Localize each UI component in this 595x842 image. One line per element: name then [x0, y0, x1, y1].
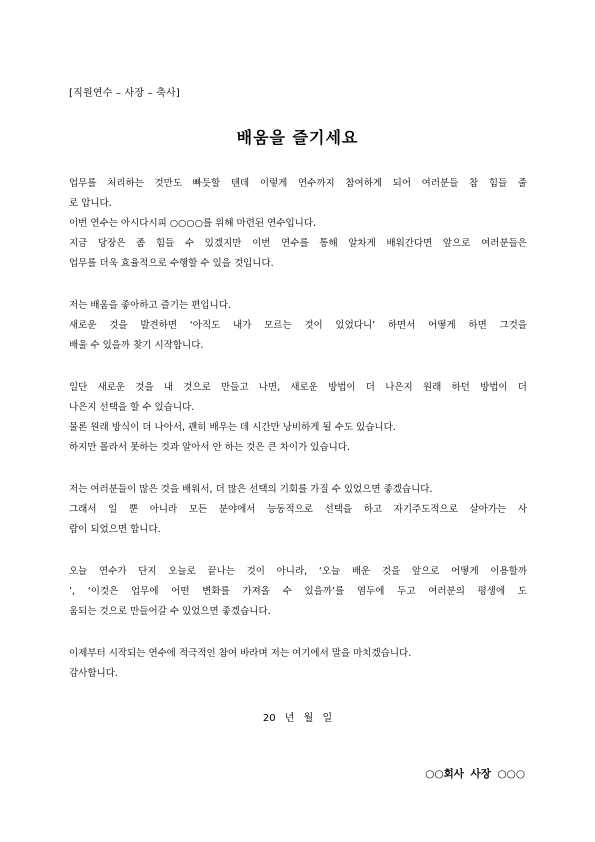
date-line: 20 년 월 일 [262, 713, 333, 724]
paragraph-line: ’, ‘이것은 업무에 어떤 변화를 가져올 수 있을까’를 염두에 두고 여러분의 평생에 도 [69, 586, 527, 597]
paragraph-line: 이제부터 시작되는 연수에 적극적인 참여 바라며 저는 여기에서 말을 마치겠습니다. [69, 648, 412, 659]
paragraph-line: 하지만 몰라서 못하는 것과 알아서 안 하는 것은 큰 차이가 있습니다. [69, 442, 350, 453]
paragraph-line: 지금 당장은 좀 힘들 수 있겠지만 이번 연수를 통해 알차게 배워간다면 앞으로 여러분들은 [69, 238, 527, 249]
paragraph-line: 새로운 것을 발견하면 ‘아직도 내가 모르는 것이 있었다니’ 하면서 어떻게 하면 그것을 [69, 320, 527, 331]
page-title: 배움을 즐기세요 [236, 128, 359, 147]
paragraph [69, 480, 527, 540]
paragraph [69, 174, 527, 274]
paragraph-line: 배울 수 있을까 찾기 시작합니다. [69, 340, 204, 351]
paragraph-line: 저는 여러분들이 많은 것을 배워서, 더 많은 선택의 기회를 가질 수 있었으면 좋겠습니다. [69, 484, 433, 495]
paragraph [69, 378, 527, 458]
signature: ○○회사 사장 ○○○ [425, 768, 525, 780]
paragraph-line: 나은지 선택을 할 수 있습니다. [69, 402, 195, 413]
paragraph [69, 296, 527, 356]
paragraph-line: 그래서 일 뿐 아니라 모든 분야에서 능동적으로 선택을 하고 자기주도적으로 살아가는 사 [69, 504, 527, 515]
paragraph-line: 업무를 더욱 효율적으로 수행할 수 있을 것입니다. [69, 258, 274, 269]
paragraph [69, 644, 527, 684]
paragraph-line: 저는 배움을 좋아하고 즐기는 편입니다. [69, 300, 231, 311]
paragraph-line: 물론 원래 방식이 더 나아서, 괜히 배우는 데 시간만 낭비하게 될 수도 있습니다. [69, 422, 396, 433]
paragraph-line: 움되는 것으로 만들어갈 수 있었으면 좋겠습니다. [69, 606, 271, 617]
paragraph-line: 업무를 처리하는 것만도 빠듯할 텐데 이렇게 연수까지 참여하게 되어 여러분들 참 힘들 줄 [69, 178, 527, 189]
paragraph [69, 562, 527, 622]
document-category-tag: [직원연수 – 사장 – 축사] [69, 88, 180, 99]
paragraph-line: 오늘 연수가 단지 오늘로 끝나는 것이 아니라, ‘오늘 배운 것을 앞으로 어떻게 이용할까 [69, 566, 527, 577]
paragraph-line: 일단 새로운 것을 내 것으로 만들고 나면, 새로운 방법이 더 나은지 원래 하던 방법이 더 [69, 382, 527, 393]
speech-body [69, 174, 527, 706]
paragraph-line: 이번 연수는 아시다시피 ○○○○를 위해 마련된 연수입니다. [69, 218, 317, 229]
paragraph-line: 로 압니다. [69, 198, 112, 209]
paragraph-line: 감사합니다. [69, 668, 118, 679]
paragraph-line: 람이 되었으면 합니다. [69, 524, 161, 535]
